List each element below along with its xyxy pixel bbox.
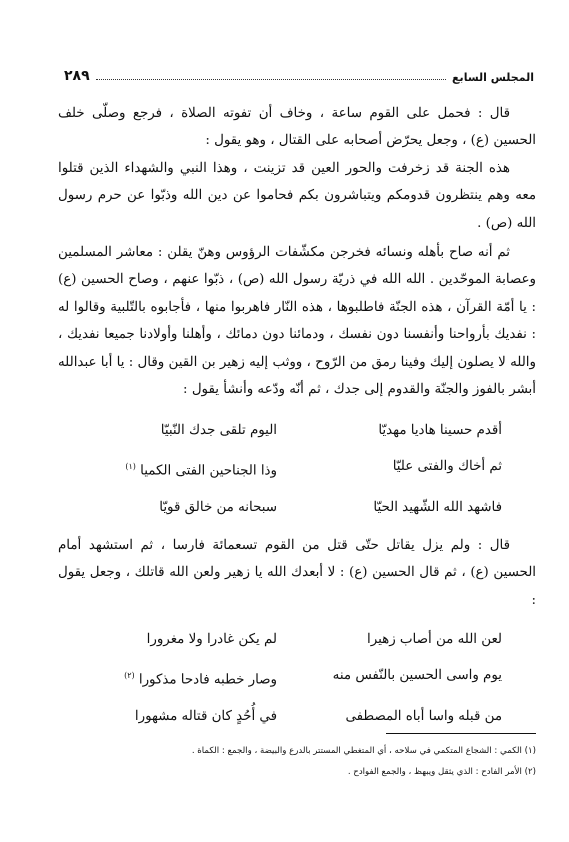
- paragraph-2: هذه الجنة قد زخرفت والحور العين قد تزينت ، وهذا النبي والشهداء الذين قتلوا معه وهم ينتظرون قدومكم ويتباشرون بكم فحاموا عن دين الله وذبّوا عن حرم رسول الله (ص) .: [58, 160, 536, 231]
- poem-2-line-2-first: يوم واسى الحسين بالنّفس منه: [332, 668, 502, 684]
- footnote-1-text: الكمي : الشجاع المتكمي في سلاحه ، أي المتغطي المستتر بالدرع والبيضة ، والجمع : الكماة .: [191, 746, 522, 756]
- poem-2-line-2-second: وصار خطبه فادحا مذكورا: [138, 672, 277, 688]
- running-header: [64, 62, 534, 84]
- paragraph-3: ثم أنه صاح بأهله ونسائه فخرجن مكشّفات الرؤوس وهنّ يقلن : معاشر المسلمين وعصابة الموحّدين . الله الله في ذريّة رسول الله (ص) ، ذبّوا عنهم ، وصاح الحسين (ع) : يا أمّة القرآن ، هذه الجنّة فاطلبوها ، هذه النّار فاهربوا منها ، فأجابوه بالتّلبية وقالوا له : نفديك بأرواحنا وأنفسنا دون نفسك ، ودمائنا دون دمائك ، وأهلنا وأولادنا جميعا نفديك ، والله لا يصلون إليك وفينا رمق من الرّوح ، ووثب إليه زهير بن القين وقال : يا أبا عبدالله أبشر بالفوز والجنّة والقدوم إلى جدك ، ثم أنّه ودّعه وأنشأ يقول :: [58, 245, 536, 398]
- poem-1-line-1-first: أقدم حسينا هاديا مهديّا: [378, 423, 502, 439]
- paragraph-1: قال : فحمل على القوم ساعة ، وخاف أن تفوته الصلاة ، فرجع وصلّى خلف الحسين (ع) ، وجعل يحرّض أصحابه على القتال ، وهو يقول :: [58, 106, 536, 149]
- footnote-1: [58, 741, 536, 762]
- poem-2-line-1-second: لم يكن غادرا ولا مغرورا: [146, 632, 277, 648]
- page-number: ٢٨٩: [64, 68, 90, 84]
- poem-2-line-3-first: من قبله واسا أباه المصطفى: [345, 708, 502, 724]
- paragraph-4: قال : ولم يزل يقاتل حتّى قتل من القوم تسعمائة فارسا ، ثم استشهد أمام الحسين (ع) ، ثم قال الحسين (ع) : لا أبعدك الله يا زهير ولعن الله قاتلك ، وجعل يقول :: [58, 537, 536, 608]
- poem-2-line-3-second: في أُحُدٍ كان قتاله مشهورا: [134, 708, 277, 724]
- header-leader-dots: [96, 79, 446, 80]
- poem-2-line-1-first: لعن الله من أصاب زهيرا: [367, 632, 502, 648]
- poem-1-line-2-second-wrap: [92, 449, 277, 489]
- poem-1-line-3-first: فاشهد الله الشّهيد الحيّا: [373, 499, 502, 515]
- footnote-separator: [386, 733, 536, 734]
- poem-1-line-1-second: اليوم تلقى جدك النّبيّا: [160, 423, 277, 439]
- footnote-2: [58, 762, 536, 783]
- footnote-2-text: الأمر الفادح : الذي يثقل ويبهظ ، والجمع الفوادح .: [347, 767, 522, 777]
- poem-1-line-2-second: وذا الجناحين الفتى الكميا: [140, 463, 277, 479]
- footnotes: [58, 741, 536, 783]
- footnote-1-number: (١): [524, 746, 536, 756]
- footnote-ref-2: (٢): [124, 671, 135, 681]
- footnote-ref-1: (١): [125, 462, 136, 472]
- poem-1-line-3-second: سبحانه من خالق قويّا: [159, 499, 277, 515]
- poem-zuhayr: [58, 413, 536, 525]
- poem-2-line-2-second-wrap: [92, 658, 277, 698]
- poem-1-line-2-first: ثم أخاك والفتى عليّا: [392, 459, 502, 475]
- poem-husayn: [58, 622, 536, 734]
- main-text: [58, 100, 536, 735]
- footnote-2-number: (٢): [524, 767, 536, 777]
- section-title: المجلس السابع: [452, 71, 534, 84]
